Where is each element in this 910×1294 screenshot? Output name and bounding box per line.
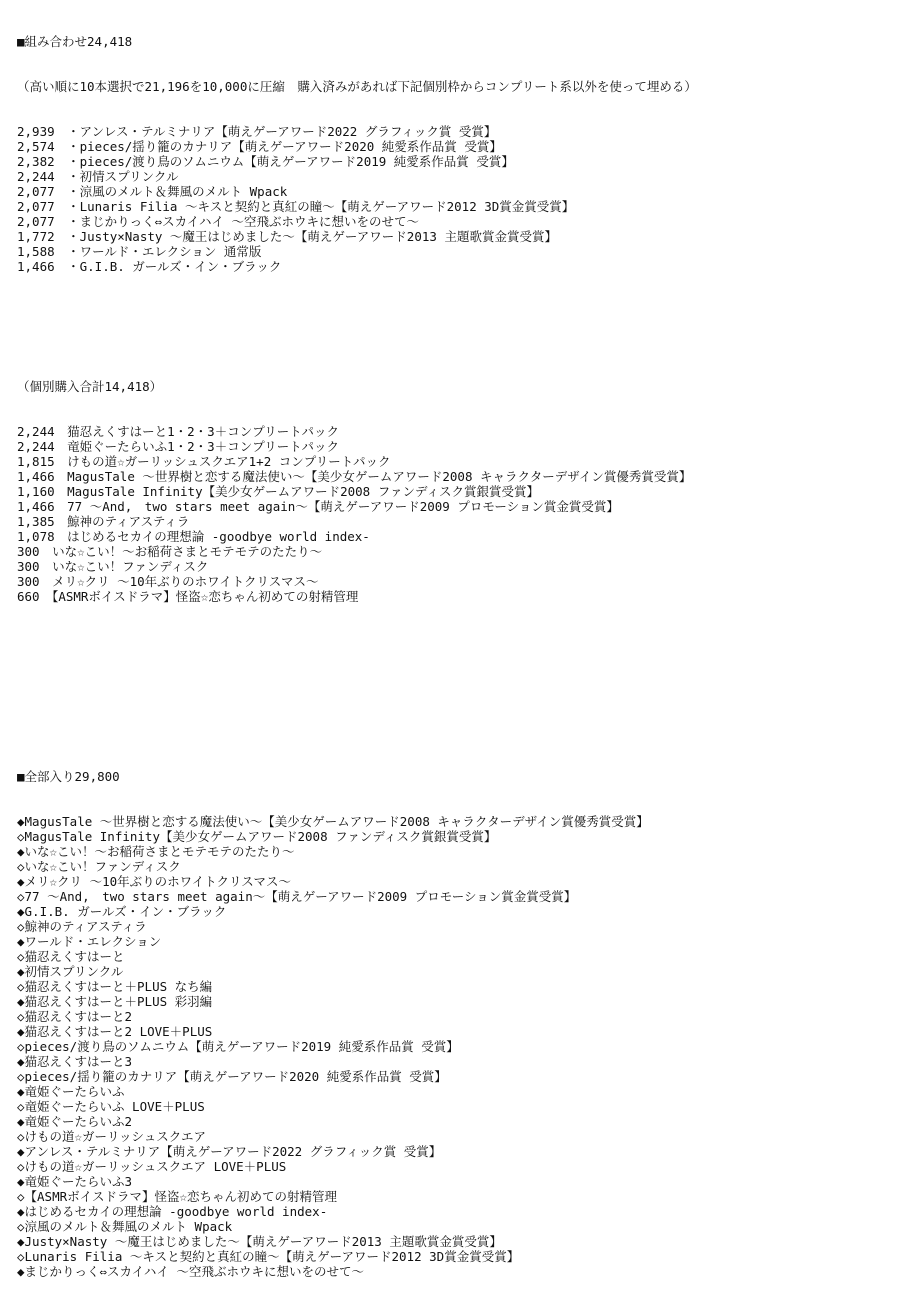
list-item: ◇猫忍えくすはーと＋PLUS なち編 — [17, 979, 213, 994]
list-item: 1,466 MagusTale ～世界樹と恋する魔法使い～【美少女ゲームアワード2008 キャラクターデザイン賞優秀賞受賞】 — [17, 469, 692, 484]
list-item: ◆竜姫ぐーたらいふ — [17, 1084, 125, 1099]
list-item: ◇pieces/渡り鳥のソムニウム【萌えゲーアワード2019 純愛系作品賞 受賞】 — [17, 1039, 459, 1054]
list-item: ◇涼風のメルト＆舞風のメルト Wpack — [17, 1219, 233, 1234]
spacer — [17, 649, 697, 679]
list-item: 1,588 ・ワールド・エレクション 通常版 — [17, 244, 262, 259]
list-item: 1,466 77 ～And, two stars meet again～【萌えゲーアワード2009 プロモーション賞金賞受賞】 — [17, 499, 619, 514]
list-item: 1,078 はじめるセカイの理想論 -goodbye world index- — [17, 529, 370, 544]
spacer — [17, 709, 697, 724]
list-item: 2,077 ・涼風のメルト＆舞風のメルト Wpack — [17, 184, 288, 199]
list-item: ◇Lunaris Filia ～キスと契約と真紅の瞳～【萌えゲーアワード2012 3D賞金賞受賞】 — [17, 1249, 520, 1264]
list-item: ◆Justy×Nasty ～魔王はじめました～【萌えゲーアワード2013 主題歌賞金賞受賞】 — [17, 1234, 502, 1249]
list-item: ◇竜姫ぐーたらいふ LOVE＋PLUS — [17, 1099, 205, 1114]
list-item: ◆MagusTale ～世界樹と恋する魔法使い～【美少女ゲームアワード2008 キャラクターデザイン賞優秀賞受賞】 — [17, 814, 649, 829]
list-item: ◆猫忍えくすはーと＋PLUS 彩羽編 — [17, 994, 213, 1009]
list-item: ◇pieces/揺り籠のカナリア【萌えゲーアワード2020 純愛系作品賞 受賞】 — [17, 1069, 447, 1084]
list-item: 2,244 ・初情スプリンクル — [17, 169, 179, 184]
list-item: ◆まじかりっく⇔スカイハイ ～空飛ぶホウキに想いをのせて～ — [17, 1264, 364, 1279]
list-item: ◇猫忍えくすはーと2 — [17, 1009, 133, 1024]
list-item: ◇猫忍えくすはーと — [17, 949, 125, 964]
list-item: ◇77 ～And, two stars meet again～【萌えゲーアワード2009 プロモーション賞金賞受賞】 — [17, 889, 577, 904]
list-item: ◆猫忍えくすはーと3 — [17, 1054, 133, 1069]
list-item: 2,939 ・アンレス・テルミナリア【萌えゲーアワード2022 グラフィック賞 受賞】 — [17, 124, 497, 139]
list-item: ◇けもの道☆ガーリッシュスクエア — [17, 1129, 207, 1144]
list-item: 1,160 MagusTale Infinity【美少女ゲームアワード2008 ファンディスク賞銀賞受賞】 — [17, 484, 539, 499]
section1-list — [17, 124, 697, 274]
list-item: ◆竜姫ぐーたらいふ2 — [17, 1114, 133, 1129]
section1-subtitle: （高い順に10本選択で21,196を10,000に圧縮 購入済みがあれば下記個別枠からコンプリート系以外を使って埋める） — [17, 79, 697, 94]
list-item: ◇【ASMRボイスドラマ】怪盗☆恋ちゃん初めての射精管理 — [17, 1189, 338, 1204]
section2-title: （個別購入合計14,418） — [17, 379, 163, 394]
list-item: ◇MagusTale Infinity【美少女ゲームアワード2008 ファンディスク賞銀賞受賞】 — [17, 829, 497, 844]
list-item: 300 メリ☆クリ ～10年ぶりのホワイトクリスマス～ — [17, 574, 319, 589]
list-item: 1,466 ・G.I.B. ガールズ・イン・ブラック — [17, 259, 282, 274]
list-item: 1,772 ・Justy×Nasty ～魔王はじめました～【萌えゲーアワード2013 主題歌賞金賞受賞】 — [17, 229, 557, 244]
document-body — [17, 4, 697, 1294]
section1-title: ■組み合わせ24,418 — [17, 34, 133, 49]
list-item: ◆ワールド・エレクション — [17, 934, 162, 949]
list-item: ◆G.I.B. ガールズ・イン・ブラック — [17, 904, 227, 919]
list-item: 2,077 ・Lunaris Filia ～キスと契約と真紅の瞳～【萌えゲーアワード2012 3D賞金賞受賞】 — [17, 199, 575, 214]
list-item: ◇いな☆こい！ファンディスク — [17, 859, 181, 874]
list-item: 300 いな☆こい！～お稲荷さまとモテモテのたたり～ — [17, 544, 323, 559]
list-item: 2,244 竜姫ぐーたらいふ1・2・3＋コンプリートパック — [17, 439, 339, 454]
list-item: 1,385 鯨神のティアスティラ — [17, 514, 190, 529]
list-item: 2,574 ・pieces/揺り籠のカナリア【萌えゲーアワード2020 純愛系作品賞 受賞】 — [17, 139, 502, 154]
list-item: 2,382 ・pieces/渡り鳥のソムニウム【萌えゲーアワード2019 純愛系作品賞 受賞】 — [17, 154, 514, 169]
list-item: 660 【ASMRボイスドラマ】怪盗☆恋ちゃん初めての射精管理 — [17, 589, 359, 604]
list-item: ◆猫忍えくすはーと2 LOVE＋PLUS — [17, 1024, 213, 1039]
list-item: ◆アンレス・テルミナリア【萌えゲーアワード2022 グラフィック賞 受賞】 — [17, 1144, 442, 1159]
list-item: 1,815 けもの道☆ガーリッシュスクエア1+2 コンプリートパック — [17, 454, 391, 469]
list-item: 2,077 ・まじかりっく⇔スカイハイ ～空飛ぶホウキに想いをのせて～ — [17, 214, 420, 229]
list-item: ◆いな☆こい！～お稲荷さまとモテモテのたたり～ — [17, 844, 295, 859]
list-item: ◇鯨神のティアスティラ — [17, 919, 147, 934]
list-item: 300 いな☆こい！ファンディスク — [17, 559, 209, 574]
section3-title: ■全部入り29,800 — [17, 769, 120, 784]
list-item: 2,244 猫忍えくすはーと1・2・3＋コンプリートパック — [17, 424, 339, 439]
section3-list — [17, 814, 697, 1279]
list-item: ◆初情スプリンクル — [17, 964, 124, 979]
section2-list — [17, 424, 697, 604]
list-item: ◆竜姫ぐーたらいふ3 — [17, 1174, 133, 1189]
list-item: ◆メリ☆クリ ～10年ぶりのホワイトクリスマス～ — [17, 874, 292, 889]
spacer — [17, 319, 697, 334]
list-item: ◇けもの道☆ガーリッシュスクエア LOVE＋PLUS — [17, 1159, 287, 1174]
list-item: ◆はじめるセカイの理想論 -goodbye world index- — [17, 1204, 328, 1219]
